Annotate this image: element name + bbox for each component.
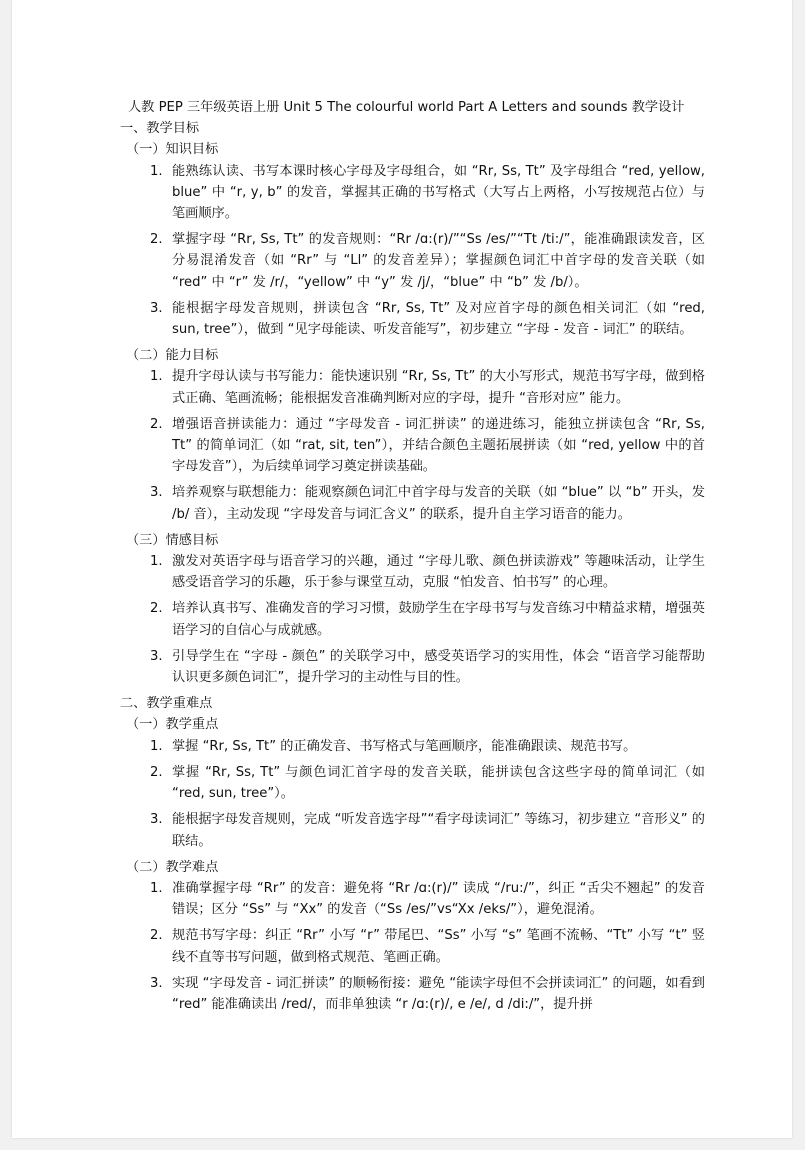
- list-item: [120, 809, 705, 851]
- list-item: [120, 878, 705, 920]
- list-item: [120, 298, 705, 340]
- list-item: [120, 229, 705, 293]
- list-number: 2.: [150, 601, 163, 617]
- subsection-heading: （二）能力目标: [126, 348, 219, 364]
- list-number: 1.: [150, 554, 163, 570]
- list-number: 1.: [150, 880, 163, 896]
- list-item: [120, 646, 705, 688]
- list-text: 能根据字母发音规则，拼读包含 “Rr, Ss, Tt” 及对应首字母的颜色相关词汇（如 “red, sun, tree”），做到 “见字母能读、听发音能写”，初步建立 “字母 - 发音 - 词汇” 的联结。: [172, 300, 705, 338]
- list-text: 增强语音拼读能力：通过 “字母发音 - 词汇拼读” 的递进练习，能独立拼读包含 “Rr, Ss, Tt” 的简单词汇（如 “rat, sit, ten”），并结合颜色主题拓展拼读（如 “red, yellow 中的首字母发音”），为后续单词学习奠定拼读基础。: [172, 416, 705, 475]
- list-item: [120, 736, 705, 757]
- list-item: [120, 973, 705, 1015]
- list-number: 2.: [150, 232, 163, 248]
- list-text: 培养观察与联想能力：能观察颜色词汇中首字母与发音的关联（如 “blue” 以 “b” 开头，发 /b/ 音），主动发现 “字母发音与词汇含义” 的联系，提升自主学习语音的能力。: [172, 485, 705, 522]
- subsection-heading: （二）教学难点: [126, 859, 219, 875]
- list-number: 2.: [150, 764, 163, 780]
- list-text: 准确掌握字母 “Rr” 的发音：避免将 “Rr /ɑ:(r)/” 读成 “/ru:/”，纠正 “舌尖不翘起” 的发音错误；区分 “Ss” 与 “Xx” 的发音（“Ss /es/”vs“Xx /eks/”），避免混淆。: [172, 880, 705, 918]
- list-text: 激发对英语字母与语音学习的兴趣，通过 “字母儿歌、颜色拼读游戏” 等趣味活动，让学生感受语音学习的乐趣，乐于参与课堂互动，克服 “怕发音、怕书写” 的心理。: [172, 554, 705, 591]
- list-number: 1.: [150, 369, 163, 385]
- document-title: 人教 PEP 三年级英语上册 Unit 5 The colourful world Part A Letters and sounds 教学设计: [128, 100, 685, 115]
- list-item: [120, 551, 705, 593]
- list-text: 引导学生在 “字母 - 颜色” 的关联学习中，感受英语学习的实用性，体会 “语音学习能帮助认识更多颜色词汇”，提升学习的主动性与目的性。: [172, 648, 705, 686]
- list-text: 规范书写字母：纠正 “Rr” 小写 “r” 带尾巴、“Ss” 小写 “s” 笔画不流畅、“Tt” 小写 “t” 竖线不直等书写问题，做到格式规范、笔画正确。: [172, 928, 705, 965]
- numbered-list: [120, 736, 705, 852]
- list-text: 提升字母认读与书写能力：能快速识别 “Rr, Ss, Tt” 的大小写形式，规范书写字母，做到格式正确、笔画流畅；能根据发音准确判断对应的字母，提升 “音形对应” 能力。: [172, 369, 705, 406]
- list-number: 3.: [150, 812, 163, 828]
- subsection-heading: （一）教学重点: [126, 717, 219, 733]
- list-number: 2.: [150, 416, 163, 432]
- list-item: [120, 366, 705, 408]
- list-text: 能根据字母发音规则，完成 “听发音选字母”“看字母读词汇” 等练习，初步建立 “音形义” 的联结。: [172, 812, 705, 849]
- list-number: 2.: [150, 928, 163, 944]
- list-number: 1.: [150, 738, 163, 754]
- list-number: 3.: [150, 975, 163, 991]
- list-number: 3.: [150, 485, 163, 501]
- subsection-heading: （三）情感目标: [126, 532, 219, 548]
- list-number: 1.: [150, 163, 163, 179]
- list-item: [120, 598, 705, 640]
- document-page: [12, 0, 792, 1138]
- list-item: [120, 161, 705, 225]
- list-text: 实现 “字母发音 - 词汇拼读” 的顺畅衔接：避免 “能读字母但不会拼读词汇” 的问题，如看到 “red” 能准确读出 /red/，而非单独读 “r /ɑ:(r)/, e /e/, d /di:/”，提升拼: [172, 975, 705, 1012]
- list-item: [120, 482, 705, 524]
- list-text: 掌握 “Rr, Ss, Tt” 的正确发音、书写格式与笔画顺序，能准确跟读、规范书写。: [172, 738, 637, 754]
- numbered-list: [120, 366, 705, 524]
- section-heading: 一、教学目标: [120, 121, 200, 137]
- list-text: 掌握 “Rr, Ss, Tt” 与颜色词汇首字母的发音关联，能拼读包含这些字母的简单词汇（如 “red, sun, tree”）。: [172, 764, 705, 802]
- list-item: [120, 762, 705, 804]
- subsection-heading: （一）知识目标: [126, 142, 219, 158]
- numbered-list: [120, 551, 705, 688]
- list-number: 3.: [150, 648, 163, 664]
- numbered-list: [120, 161, 705, 341]
- list-item: [120, 414, 705, 478]
- list-number: 3.: [150, 300, 163, 316]
- section-heading: 二、教学重难点: [120, 696, 213, 712]
- document-content: [120, 97, 705, 1020]
- list-text: 掌握字母 “Rr, Ss, Tt” 的发音规则：“Rr /ɑ:(r)/”“Ss /es/”“Tt /ti:/”，能准确跟读发音，区分易混淆发音（如 “Rr” 与 “Ll” 的发音差异）；掌握颜色词汇中首字母的发音关联（如 “red” 中 “r” 发 /r/，“yellow” 中 “y” 发 /j/，“blue” 中 “b” 发 /b/）。: [172, 232, 705, 290]
- numbered-list: [120, 878, 705, 1015]
- list-item: [120, 925, 705, 967]
- list-text: 能熟练认读、书写本课时核心字母及字母组合，如 “Rr, Ss, Tt” 及字母组合 “red, yellow, blue” 中 “r, y, b” 的发音，掌握其正确的书写格式（大写占上两格，小写按规范占位）与笔画顺序。: [172, 163, 705, 222]
- list-text: 培养认真书写、准确发音的学习习惯，鼓励学生在字母书写与发音练习中精益求精，增强英语学习的自信心与成就感。: [172, 601, 705, 638]
